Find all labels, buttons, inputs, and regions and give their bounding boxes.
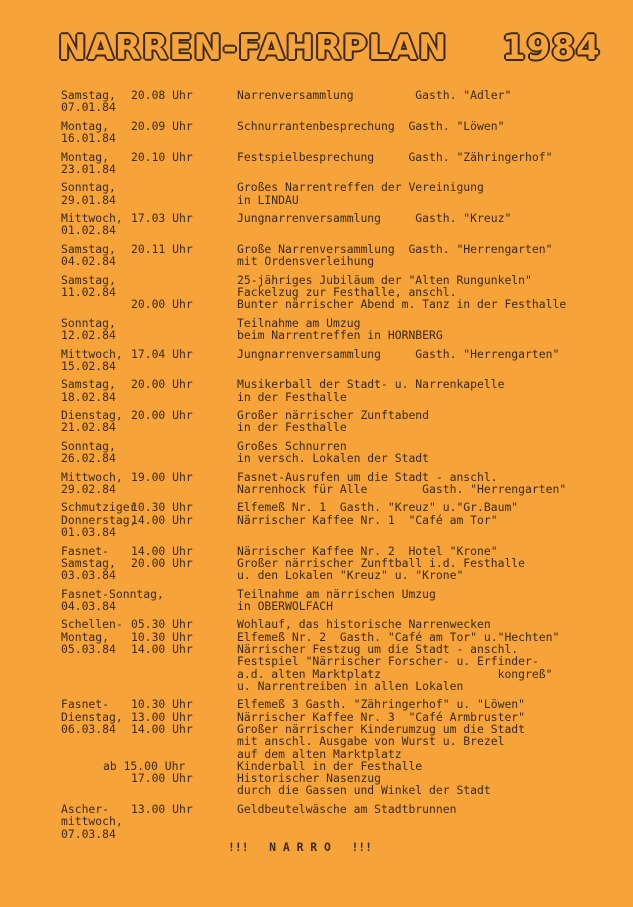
schedule-entry <box>61 243 631 268</box>
entry-day: Samstag, <box>61 272 116 287</box>
entry-text: Großer närrischer Zunftabend <box>237 408 430 423</box>
entry-day: 29.01.84 <box>61 192 116 207</box>
schedule-line <box>61 600 631 612</box>
entry-time: 19.00 Uhr <box>131 469 193 484</box>
schedule-entry <box>61 151 631 176</box>
entry-time: 14.00 Uhr <box>131 543 193 558</box>
entry-day: 06.03.84 <box>61 721 116 736</box>
entry-day: Fasnet- <box>61 697 110 712</box>
schedule-line <box>61 803 631 815</box>
entry-text: 25-jähriges Jubiläum der "Alten Rungunkeln" <box>237 272 532 287</box>
entry-day: 07.03.84 <box>61 826 116 841</box>
entry-day: Sonntag, <box>61 438 116 453</box>
entry-time: 20.11 Uhr <box>131 241 193 256</box>
entry-day: Donnerstag, <box>61 512 137 527</box>
entry-text: Musikerball der Stadt- u. Narrenkapelle <box>237 377 505 392</box>
schedule-line <box>61 680 631 692</box>
entry-day: Fasnet- <box>61 543 110 558</box>
entry-text: a.d. alten Marktplatz kongreß" <box>237 666 553 681</box>
entry-time: 10.30 Uhr <box>131 629 193 644</box>
entry-text: Bunter närrischer Abend m. Tanz in der Festhalle <box>237 297 567 312</box>
entry-text: Festspiel "Närrischer Forscher- u. Erfinder- <box>237 654 539 669</box>
entry-text: Fackelzug zur Festhalle, anschl. <box>237 284 457 299</box>
page-title <box>58 28 601 68</box>
entry-time: 20.00 Uhr <box>131 555 193 570</box>
schedule-line <box>61 329 631 341</box>
schedule-line <box>61 588 631 600</box>
entry-day: 12.02.84 <box>61 328 116 343</box>
entry-text: mit anschl. Ausgabe von Wurst u. Brezel <box>237 734 505 749</box>
schedule-line <box>61 101 631 113</box>
entry-day: Samstag, <box>61 377 116 392</box>
entry-day: Samstag, <box>61 88 116 102</box>
schedule-line <box>61 735 631 747</box>
schedule-line <box>61 421 631 433</box>
entry-text: Narrenhock für Alle Gasth. "Herrengarten" <box>237 481 567 496</box>
schedule-line <box>61 378 631 390</box>
entry-time: 17.00 Uhr <box>131 771 193 786</box>
schedule-entry <box>61 120 631 145</box>
schedule-entry <box>61 471 631 496</box>
schedule-line <box>61 655 631 667</box>
entry-day: 07.01.84 <box>61 100 116 115</box>
entry-text: Historischer Nasenzug <box>237 771 382 786</box>
entry-time: 20.00 Uhr <box>131 377 193 392</box>
schedule-entry <box>61 698 631 796</box>
schedule-line <box>61 212 631 224</box>
schedule-line <box>61 748 631 760</box>
entry-text: in OBERWOLFACH <box>237 598 334 613</box>
schedule-line <box>61 452 631 464</box>
entry-day: Schmutziger <box>61 500 137 515</box>
schedule-line <box>61 348 631 360</box>
entry-time: 17.04 Uhr <box>131 346 193 361</box>
schedule-line <box>61 255 631 267</box>
entry-text: Närrischer Kaffee Nr. 2 Hotel "Krone" <box>237 543 498 558</box>
entry-day: Sonntag, <box>61 180 116 195</box>
entry-day: Montag, <box>61 118 110 133</box>
entry-day: Schellen- <box>61 617 123 632</box>
entry-time: 14.00 Uhr <box>131 641 193 656</box>
schedule-line <box>61 828 631 840</box>
schedule-line <box>61 89 631 101</box>
entry-text: mit Ordensverleihung <box>237 254 375 269</box>
entry-text: Festspielbesprechung Gasth. "Zähringerhof" <box>237 149 553 164</box>
entry-day: Mittwoch, <box>61 469 123 484</box>
schedule-line <box>61 360 631 372</box>
entry-day: 04.02.84 <box>61 254 116 269</box>
entry-day: Mittwoch, <box>61 346 123 361</box>
entry-text: Geldbeutelwäsche am Stadtbrunnen <box>237 801 457 816</box>
schedule-line <box>61 501 631 513</box>
entry-text: Großer närrischer Zunftball i.d. Festhalle <box>237 555 526 570</box>
entry-day: 29.02.84 <box>61 481 116 496</box>
entry-day: Montag, <box>61 629 110 644</box>
schedule-entry <box>61 348 631 373</box>
schedule-list <box>61 89 631 846</box>
entry-day: 11.02.84 <box>61 284 116 299</box>
entry-text: Großes Narrentreffen der Vereinigung <box>237 180 484 195</box>
schedule-line <box>61 120 631 132</box>
schedule-line <box>61 391 631 403</box>
entry-day: Sonntag, <box>61 315 116 330</box>
entry-day: Mittwoch, <box>61 211 123 226</box>
entry-day: 03.03.84 <box>61 568 116 583</box>
schedule-entry <box>61 588 631 613</box>
entry-day: Dienstag, <box>61 709 123 724</box>
entry-text: Elfemeß Nr. 2 Gasth. "Café am Tor" u."Hechten" <box>237 629 560 644</box>
schedule-entry <box>61 378 631 403</box>
entry-text: in LINDAU <box>237 192 299 207</box>
entry-day: Samstag, <box>61 555 116 570</box>
schedule-line <box>61 151 631 163</box>
entry-text: Große Narrenversammlung Gasth. "Herrengarten" <box>237 241 553 256</box>
schedule-line <box>61 526 631 538</box>
entry-text: Teilnahme am Umzug <box>237 315 361 330</box>
entry-text: in versch. Lokalen der Stadt <box>237 451 430 466</box>
entry-text: in der Festhalle <box>237 420 347 435</box>
schedule-entry <box>61 440 631 465</box>
entry-time: ab 15.00 Uhr <box>103 758 186 773</box>
entry-time: 20.08 Uhr <box>131 88 193 102</box>
entry-day: mittwoch, <box>61 814 123 829</box>
schedule-entry <box>61 181 631 206</box>
entry-text: Kinderball in der Festhalle <box>237 758 423 773</box>
schedule-entry <box>61 618 631 692</box>
entry-text: Jungnarrenversammlung Gasth. "Kreuz" <box>237 211 512 226</box>
entry-day: Dienstag, <box>61 408 123 423</box>
entry-day: Samstag, <box>61 241 116 256</box>
entry-day: Fasnet-Sonntag, <box>61 586 164 601</box>
schedule-entry <box>61 803 631 840</box>
schedule-line <box>61 784 631 796</box>
schedule-line <box>61 483 631 495</box>
schedule-entry <box>61 274 631 311</box>
entry-text: u. den Lokalen "Kreuz" u. "Krone" <box>237 568 464 583</box>
entry-time: 10.30 Uhr <box>131 500 193 515</box>
entry-text: Närrischer Festzug um die Stadt - anschl. <box>237 641 519 656</box>
entry-day: 21.02.84 <box>61 420 116 435</box>
entry-day: 05.03.84 <box>61 641 116 656</box>
entry-text: in der Festhalle <box>237 389 347 404</box>
entry-text: auf dem alten Marktplatz <box>237 746 402 761</box>
entry-day: 16.01.84 <box>61 131 116 146</box>
schedule-line <box>61 194 631 206</box>
entry-time: 13.00 Uhr <box>131 801 193 816</box>
entry-text: beim Narrentreffen in HORNBERG <box>237 328 443 343</box>
entry-text: Schnurrantenbesprechung Gasth. "Löwen" <box>237 118 505 133</box>
entry-text: Jungnarrenversammlung Gasth. "Herrengarten" <box>237 346 560 361</box>
entry-day: 01.02.84 <box>61 223 116 238</box>
entry-text: Fasnet-Ausrufen um die Stadt - anschl. <box>237 469 498 484</box>
schedule-line <box>61 698 631 710</box>
title-text: NARREN-FAHRPLAN <box>58 28 448 68</box>
entry-time: 14.00 Uhr <box>131 512 193 527</box>
entry-text: Narrenversammlung Gasth. "Adler" <box>237 88 512 102</box>
entry-day: 04.03.84 <box>61 598 116 613</box>
entry-text: Wohlauf, das historische Narrenwecken <box>237 617 491 632</box>
entry-text: Elfemeß 3 Gasth. "Zähringerhof" u. "Löwen" <box>237 697 526 712</box>
entry-time: 05.30 Uhr <box>131 617 193 632</box>
entry-text: Närrischer Kaffee Nr. 3 "Café Armbruster" <box>237 709 526 724</box>
entry-time: 13.00 Uhr <box>131 709 193 724</box>
schedule-entry <box>61 317 631 342</box>
schedule-line <box>61 163 631 175</box>
schedule-line <box>61 569 631 581</box>
entry-time: 17.03 Uhr <box>131 211 193 226</box>
schedule-entry <box>61 89 631 114</box>
entry-day: 26.02.84 <box>61 451 116 466</box>
schedule-line <box>61 618 631 630</box>
schedule-line <box>61 545 631 557</box>
entry-day: Ascher- <box>61 801 110 816</box>
schedule-entry <box>61 409 631 434</box>
entry-day: 18.02.84 <box>61 389 116 404</box>
entry-day: 15.02.84 <box>61 358 116 373</box>
entry-day: Montag, <box>61 149 110 164</box>
entry-text: Großer närrischer Kinderumzug um die Stadt <box>237 721 526 736</box>
footer-narro: !!! N A R R O !!! <box>228 840 373 854</box>
entry-text: durch die Gassen und Winkel der Stadt <box>237 783 491 798</box>
schedule-line <box>61 132 631 144</box>
entry-text: Großes Schnurren <box>237 438 347 453</box>
entry-text: Teilnahme am närrischen Umzug <box>237 586 436 601</box>
schedule-entry <box>61 501 631 538</box>
entry-time: 20.10 Uhr <box>131 149 193 164</box>
schedule-entry <box>61 545 631 582</box>
schedule-line <box>61 815 631 827</box>
entry-time: 20.00 Uhr <box>131 297 193 312</box>
entry-time: 10.30 Uhr <box>131 697 193 712</box>
entry-day: 01.03.84 <box>61 525 116 540</box>
schedule-entry <box>61 212 631 237</box>
schedule-line <box>61 298 631 310</box>
title-year: 1984 <box>502 28 601 68</box>
schedule-line <box>61 514 631 526</box>
entry-time: 20.00 Uhr <box>131 408 193 423</box>
entry-text: Elfemeß Nr. 1 Gasth. "Kreuz" u."Gr.Baum" <box>237 500 519 515</box>
schedule-line <box>61 181 631 193</box>
entry-day: 23.01.84 <box>61 161 116 176</box>
entry-time: 14.00 Uhr <box>131 721 193 736</box>
entry-text: Närrischer Kaffee Nr. 1 "Café am Tor" <box>237 512 498 527</box>
entry-text: u. Narrentreiben in allen Lokalen <box>237 678 464 693</box>
entry-time: 20.09 Uhr <box>131 118 193 133</box>
schedule-line <box>61 224 631 236</box>
